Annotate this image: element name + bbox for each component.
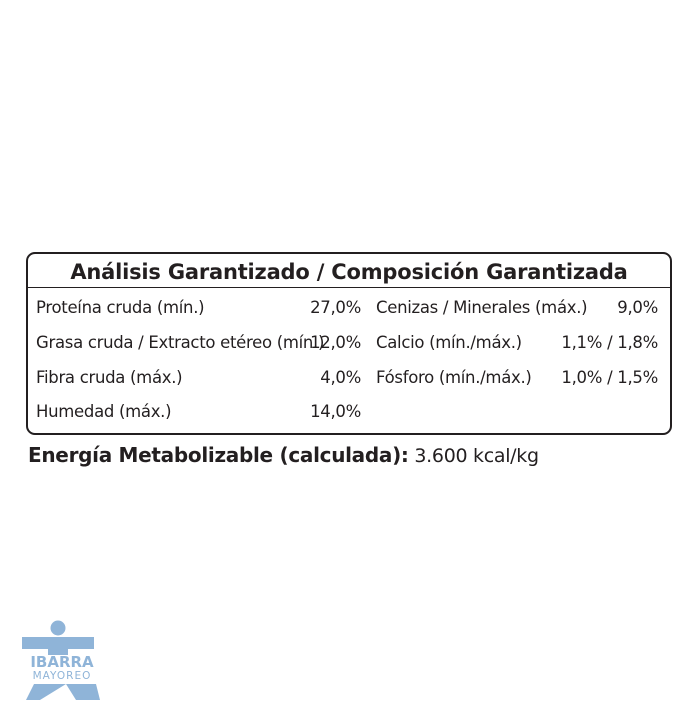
table-row: [28, 402, 670, 436]
logo-text-mayoreo: MAYOREO: [32, 670, 92, 682]
table-row: [28, 333, 670, 367]
nutrient-value: 27,0%: [310, 298, 361, 317]
nutrient-label: Grasa cruda / Extracto etéreo (mín.): [36, 333, 325, 352]
nutrient-value: 1,0% / 1,5%: [561, 368, 658, 387]
logo-text-ibarra: IBARRA: [30, 653, 94, 671]
table-row: [28, 368, 670, 402]
energy-label: Energía Metabolizable (calculada):: [28, 443, 409, 467]
nutrient-value: 1,1% / 1,8%: [561, 333, 658, 352]
nutrient-value: 4,0%: [320, 368, 361, 387]
nutrient-label: Humedad (máx.): [36, 402, 172, 421]
nutrient-label: Cenizas / Minerales (máx.): [376, 298, 588, 317]
nutrient-value: 9,0%: [617, 298, 658, 317]
nutrient-label: Calcio (mín./máx.): [376, 333, 522, 352]
nutrient-label: Fósforo (mín./máx.): [376, 368, 532, 387]
table-title: Análisis Garantizado / Composición Garantizada: [28, 254, 670, 288]
metabolizable-energy: [28, 443, 539, 467]
table-row: [28, 298, 670, 332]
ibarra-mayoreo-logo: [20, 620, 104, 700]
nutrient-label: Fibra cruda (máx.): [36, 368, 183, 387]
guaranteed-analysis-table: [26, 252, 672, 435]
energy-value: 3.600 kcal/kg: [408, 445, 539, 467]
nutrient-label: Proteína cruda (mín.): [36, 298, 205, 317]
nutrient-value: 12,0%: [310, 333, 361, 352]
nutrient-value: 14,0%: [310, 402, 361, 421]
